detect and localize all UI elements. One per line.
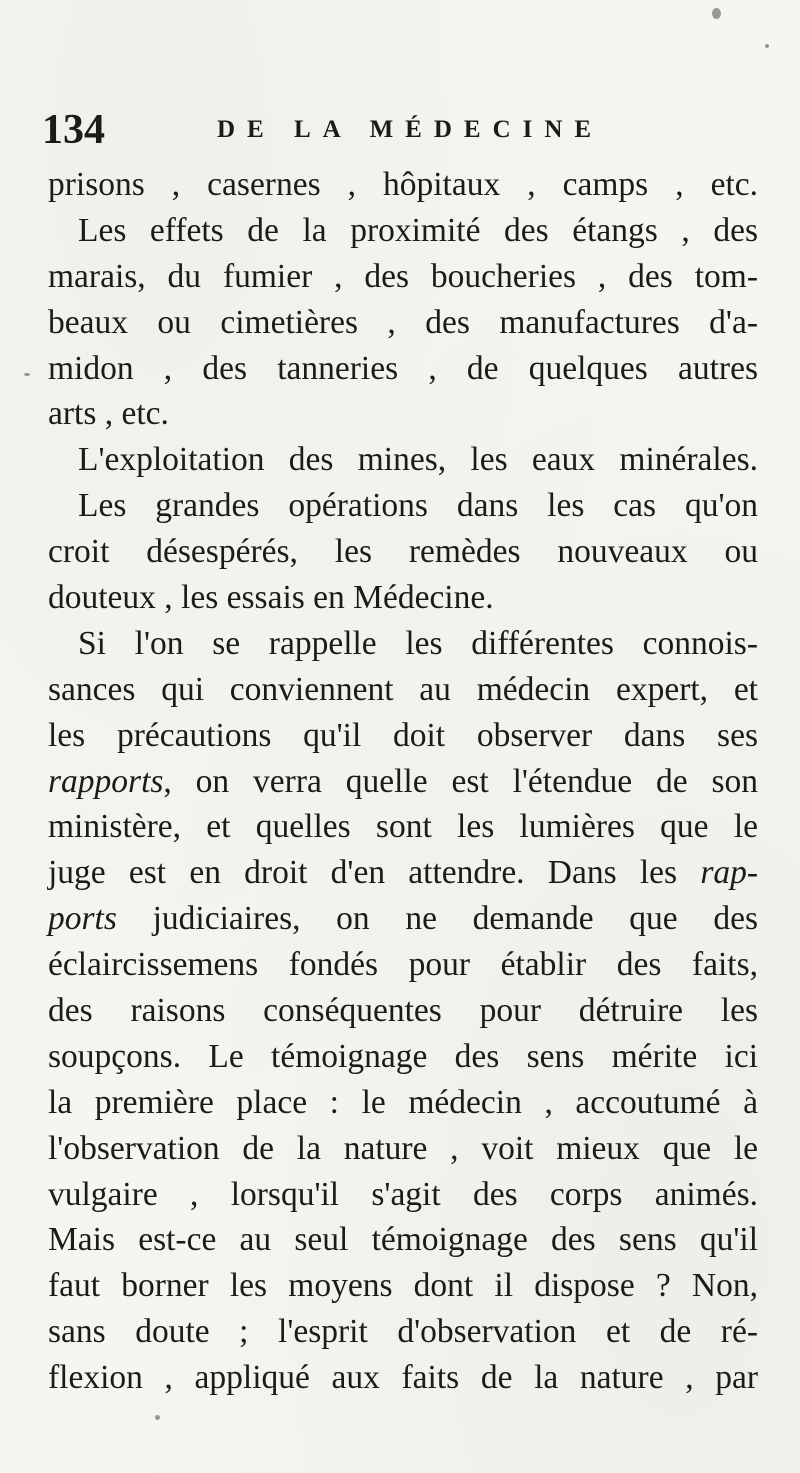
text-line: faut borner les moyens dont il dispose ? Non, xyxy=(48,1267,758,1305)
text-line: juge est en droit d'en attendre. Dans les rap- xyxy=(48,854,759,892)
italic-word: rap- xyxy=(700,854,759,892)
text-line: la première place : le médecin , accoutumé à xyxy=(48,1083,758,1121)
text-line: sances qui conviennent au médecin expert, et xyxy=(48,670,758,708)
paper-speck xyxy=(155,1415,160,1420)
text-line: flexion , appliqué aux faits de la nature , par xyxy=(48,1359,758,1397)
page-header xyxy=(42,108,762,156)
text-line: L'exploitation des mines, les eaux minérales. xyxy=(78,441,758,479)
running-head: DE LA MÉDECINE xyxy=(217,116,604,143)
text-line: des raisons conséquentes pour détruire les xyxy=(48,992,758,1030)
paper-speck xyxy=(765,44,769,48)
text-line: Les grandes opérations dans les cas qu'on xyxy=(78,487,758,525)
text-line: l'observation de la nature , voit mieux que le xyxy=(48,1129,758,1167)
text-line: les précautions qu'il doit observer dans ses xyxy=(48,716,758,754)
body-text xyxy=(48,162,758,1401)
text-line: croit désespérés, les remèdes nouveaux ou xyxy=(48,533,758,571)
text-line: vulgaire , lorsqu'il s'agit des corps animés. xyxy=(48,1175,758,1213)
page-number: 134 xyxy=(42,107,105,153)
text-line: marais, du fumier , des boucheries , des tom- xyxy=(48,257,758,295)
paper-speck xyxy=(24,373,30,376)
text-line: sans doute ; l'esprit d'observation et de ré- xyxy=(48,1313,758,1351)
italic-word: rapports xyxy=(48,762,164,800)
text-line: beaux ou cimetières , des manufactures d'a- xyxy=(48,303,758,341)
text-line: douteux , les essais en Médecine. xyxy=(48,579,494,617)
text-line: midon , des tanneries , de quelques autres xyxy=(48,349,758,387)
text-line: Si l'on se rappelle les différentes connois- xyxy=(78,624,758,662)
text-line: ports judiciaires, on ne demande que des xyxy=(48,900,758,938)
text-line: soupçons. Le témoignage des sens mérite ici xyxy=(48,1037,758,1075)
text-line: rapports, on verra quelle est l'étendue de son xyxy=(48,762,758,800)
text-line: éclaircissemens fondés pour établir des faits, xyxy=(48,946,758,984)
text-line: Les effets de la proximité des étangs , des xyxy=(78,211,758,249)
italic-word: ports xyxy=(48,900,117,938)
text-line: arts , etc. xyxy=(48,395,169,433)
text-line: Mais est-ce au seul témoignage des sens qu'il xyxy=(48,1221,758,1259)
text-line: ministère, et quelles sont les lumières que le xyxy=(48,808,758,846)
paper-speck xyxy=(712,8,721,19)
text-line: prisons , casernes , hôpitaux , camps , etc. xyxy=(48,166,758,203)
